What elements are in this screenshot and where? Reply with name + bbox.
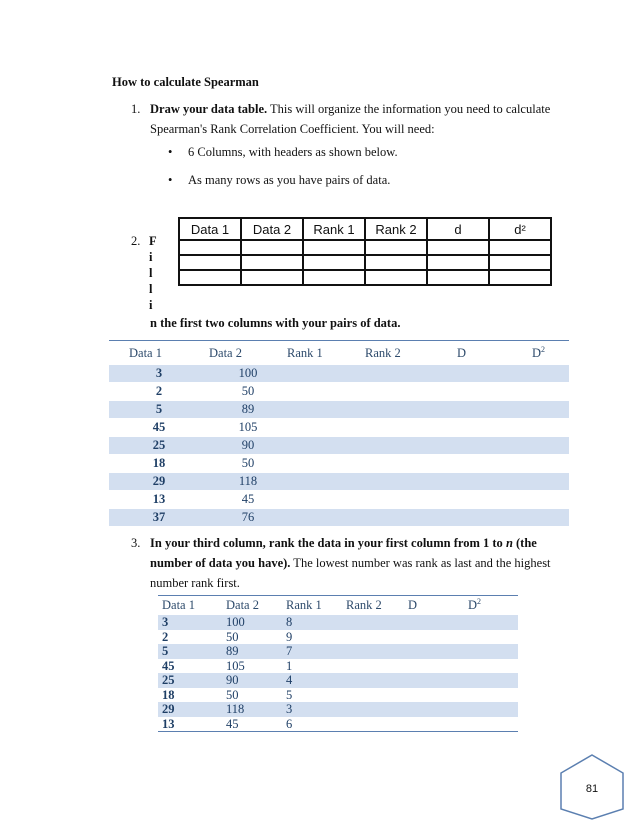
step-1-text <box>150 99 570 139</box>
step-3-text: In your third column, rank the data in your first column from 1 to n (the number of data you have). The lowest number was rank as last and the highest number rank first. <box>150 536 551 590</box>
step-2-letter: F <box>149 234 157 248</box>
table-row: 29 118 3 <box>158 702 518 717</box>
table1-header: D <box>457 345 467 360</box>
data-table-2 <box>158 595 518 732</box>
table-row: 3 100 <box>109 365 569 383</box>
bullet-item: 6 Columns, with headers as shown below. <box>188 145 398 159</box>
step-2-letter: l <box>149 282 153 296</box>
section-heading: How to calculate Spearman <box>112 75 259 89</box>
table2-header: Data 1 <box>162 598 195 612</box>
table2-header: Rank 1 <box>286 598 322 612</box>
table-row: 2 50 <box>109 383 569 401</box>
step-2-letter: l <box>149 266 153 280</box>
image-table-header: d² <box>489 218 551 240</box>
table-row: 13 45 <box>109 491 569 509</box>
table1-header: $D^2$ <box>532 344 546 361</box>
table-row: 5 89 <box>109 401 569 419</box>
bullet-dot: • <box>168 145 173 159</box>
table2-header: $D^2$ <box>468 597 482 613</box>
table-row: 45 105 <box>109 419 569 437</box>
image-table-header: Data 1 <box>179 218 241 240</box>
table-row: 18 50 5 <box>162 687 293 702</box>
table1-header: Rank 1 <box>287 345 323 360</box>
table-row: 18 50 <box>109 455 569 473</box>
step-3-number: 3. <box>131 536 141 550</box>
table-row: 25 90 <box>109 437 569 455</box>
table-row: 3 100 8 <box>158 615 518 630</box>
table2-header: Rank 2 <box>346 598 382 612</box>
image-table-header: Rank 2 <box>365 218 427 240</box>
step-1-line1: This will organize the information you need to calculate <box>267 102 551 116</box>
image-table-header: d <box>427 218 489 240</box>
step-1-number: 1. <box>131 102 141 116</box>
step-2-number: 2. <box>131 234 141 248</box>
bullet-item: As many rows as you have pairs of data. <box>188 173 391 187</box>
page-number-badge <box>557 751 627 821</box>
table2-header: D <box>408 598 418 612</box>
table1-header: Data 2 <box>209 345 242 360</box>
table-row: 29 118 <box>109 473 569 491</box>
step-1-line2: Spearman's Rank Correlation Coefficient. You will need: <box>150 122 435 136</box>
image-table-header: Data 2 <box>241 218 303 240</box>
step-2-letter: i <box>149 250 153 264</box>
table-row: 25 90 4 <box>158 673 518 688</box>
table-row: 13 45 6 <box>162 716 293 731</box>
table1-header: Data 1 <box>129 345 162 360</box>
table-row: 45 105 1 <box>162 658 293 673</box>
step-1-bold: Draw your data table. <box>150 102 268 116</box>
table-row: 37 76 <box>109 509 569 527</box>
bullet-dot: • <box>168 173 173 187</box>
step-2-letter: i <box>149 298 153 312</box>
table-row: 2 50 9 <box>162 629 293 644</box>
table-row: 5 89 7 <box>158 644 518 659</box>
step-2-text: n the first two columns with your pairs of data. <box>150 316 401 330</box>
data-table-1 <box>109 340 569 527</box>
image-table-header: Rank 1 <box>303 218 365 240</box>
example-table-image <box>178 217 552 286</box>
table2-header: Data 2 <box>226 598 259 612</box>
table1-header: Rank 2 <box>365 345 401 360</box>
page-number: 81 <box>585 783 599 795</box>
